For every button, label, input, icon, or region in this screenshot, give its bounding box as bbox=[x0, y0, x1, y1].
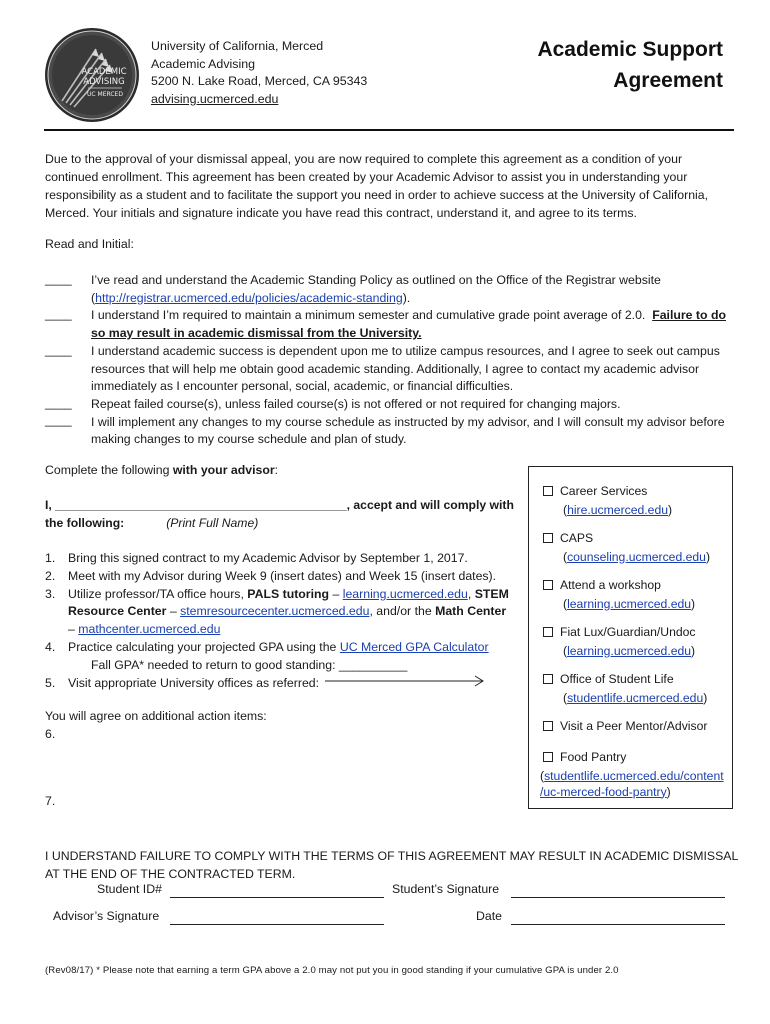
step3-text-e: , and/or the bbox=[369, 604, 436, 619]
date-field[interactable] bbox=[511, 924, 725, 925]
accept-line[interactable]: I, ___________________________________________, accept and will comply with the following: bbox=[45, 498, 518, 530]
stem-center-link[interactable]: stemresourcecenter.ucmerced.edu bbox=[180, 604, 370, 619]
math-center-link[interactable]: mathcenter.ucmerced.edu bbox=[78, 622, 221, 637]
failure-notice: I UNDERSTAND FAILURE TO COMPLY WITH THE TERMS OF THIS AGREEMENT MAY RESULT IN ACADEMIC DISMISSAL AT THE END OF THE CONTRACTED TERM. bbox=[45, 849, 738, 881]
steps-list bbox=[45, 550, 525, 692]
referral-options-box bbox=[528, 466, 733, 809]
academic-advising-logo bbox=[44, 27, 140, 123]
checkbox[interactable] bbox=[543, 674, 553, 684]
title-line-2: Agreement bbox=[613, 69, 723, 92]
step-3-cont bbox=[45, 621, 525, 639]
initial-item-5: I will implement any changes to my course schedule as instructed by my advisor, and I will consult my advisor before making changes to my course schedule and plan of study. bbox=[91, 414, 725, 447]
logo-line2: ADVISING bbox=[83, 77, 125, 87]
additional-items-heading: You will agree on additional action items: bbox=[45, 709, 267, 723]
street-address: 5200 N. Lake Road, Merced, CA 95343 bbox=[151, 74, 368, 88]
food-pantry-link-2[interactable]: /uc-merced-food-pantry bbox=[540, 784, 667, 799]
initial-blank-5[interactable]: ____ bbox=[45, 413, 72, 427]
date-label: Date bbox=[476, 909, 502, 923]
option-label: CAPS bbox=[560, 531, 594, 545]
initial-blank-2[interactable]: ____ bbox=[45, 307, 72, 321]
option-label: Office of Student Life bbox=[560, 672, 674, 686]
initial-item-3: I understand academic success is dependent upon me to utilize campus resources, and I agree to seek out campus resources that will help me obtain good academic standing. Additionally, I agree to contact my academic advisor immediately as I encounter personal, social, academic, or financial difficulties. bbox=[91, 343, 720, 394]
step-text: Visit appropriate University offices as referred: bbox=[68, 675, 320, 690]
option-student-life[interactable]: Office of Student Life (studentlife.ucmerced.edu) bbox=[543, 670, 707, 707]
initial-items-list bbox=[91, 272, 731, 449]
complete-prefix: Complete the following bbox=[45, 463, 173, 477]
pals-tutoring-label: PALS tutoring bbox=[247, 586, 330, 601]
step4-text: Practice calculating your projected GPA using the bbox=[68, 639, 340, 654]
print-name-hint: (Print Full Name) bbox=[166, 515, 259, 530]
food-pantry-link-1[interactable]: studentlife.ucmerced.edu/content bbox=[544, 768, 724, 783]
initial-item-2-warning: Failure to do so may result in academic dismissal from the University. bbox=[91, 308, 726, 341]
step-text: Meet with my Advisor during Week 9 (insert dates) and Week 15 (insert dates). bbox=[68, 568, 497, 583]
step3-dash3: – bbox=[68, 622, 79, 637]
complete-heading bbox=[45, 463, 278, 477]
option-label: Food Pantry bbox=[560, 750, 627, 764]
step-number: 3. bbox=[45, 586, 56, 601]
step3-text-a: Utilize professor/TA office hours, bbox=[68, 586, 248, 601]
accept-statement bbox=[45, 497, 525, 532]
step3-comma: , bbox=[467, 586, 475, 601]
option-label: Visit a Peer Mentor/Advisor bbox=[560, 719, 708, 733]
complete-bold: with your advisor bbox=[172, 463, 275, 477]
step-number: 2. bbox=[45, 568, 56, 583]
initial-item-1: I’ve read and understand the Academic Standing Policy as outlined on the Office of the Registrar website (http://registrar.ucmerced.edu/policies/academic-standing). bbox=[91, 273, 661, 305]
student-life-link[interactable]: studentlife.ucmerced.edu bbox=[567, 690, 704, 705]
initial-item-2 bbox=[91, 307, 731, 342]
checkbox[interactable] bbox=[543, 533, 553, 543]
student-signature-field[interactable] bbox=[511, 897, 725, 898]
checkbox[interactable] bbox=[543, 721, 553, 731]
right-arrow-icon bbox=[325, 675, 487, 693]
checkbox[interactable] bbox=[543, 752, 553, 762]
org-name: University of California, Merced bbox=[151, 39, 324, 53]
student-id-field[interactable] bbox=[170, 897, 384, 898]
initial-item-4: Repeat failed course(s), unless failed course(s) is not offered or not required for changing majors. bbox=[91, 396, 621, 411]
step3-dash2: – bbox=[166, 604, 181, 619]
step-number: 1. bbox=[45, 551, 56, 565]
fall-gpa-line[interactable]: Fall GPA* needed to return to good standing: __________ bbox=[91, 657, 408, 672]
option-label: Attend a workshop bbox=[560, 578, 661, 592]
gpa-calculator-link[interactable]: UC Merced GPA Calculator bbox=[339, 639, 489, 654]
logo-line1: ACADEMIC bbox=[81, 67, 127, 77]
page-title bbox=[537, 34, 723, 96]
fiat-lux-link[interactable]: learning.ucmerced.edu bbox=[567, 643, 692, 658]
logo-line3: UC MERCED bbox=[87, 91, 123, 98]
read-initial-heading: Read and Initial: bbox=[45, 237, 134, 251]
step3-dash: – bbox=[329, 586, 343, 601]
header-divider bbox=[44, 129, 734, 131]
option-peer-mentor[interactable] bbox=[543, 717, 707, 736]
complete-suffix: : bbox=[274, 463, 279, 477]
checkbox[interactable] bbox=[543, 486, 553, 496]
checkbox[interactable] bbox=[543, 580, 553, 590]
student-id-label: Student ID# bbox=[97, 882, 162, 896]
workshop-link[interactable]: learning.ucmerced.edu bbox=[567, 596, 692, 611]
option-workshop[interactable]: Attend a workshop (learning.ucmerced.edu) bbox=[543, 576, 695, 613]
dept-name: Academic Advising bbox=[151, 56, 255, 71]
caps-link[interactable]: counseling.ucmerced.edu bbox=[567, 549, 706, 564]
career-link[interactable]: hire.ucmerced.edu bbox=[567, 502, 669, 517]
step-4 bbox=[45, 639, 525, 657]
option-caps[interactable]: CAPS (counseling.ucmerced.edu) bbox=[543, 529, 710, 566]
step-5 bbox=[45, 675, 525, 693]
advisor-signature-field[interactable] bbox=[170, 924, 384, 925]
option-label: Fiat Lux/Guardian/Undoc bbox=[560, 625, 696, 639]
registrar-link[interactable]: http://registrar.ucmerced.edu/policies/academic-standing bbox=[95, 290, 403, 305]
math-center-label: Math Center bbox=[435, 604, 507, 619]
option-food-pantry[interactable]: Food Pantry (studentlife.ucmerced.edu/content /uc-merced-food-pantry) bbox=[540, 750, 724, 799]
learning-link[interactable]: learning.ucmerced.edu bbox=[342, 586, 468, 601]
initial-blank-1[interactable]: ____ bbox=[45, 272, 72, 286]
initial-item-2-text: I understand I’m required to maintain a minimum semester and cumulative grade point average of 2.0. bbox=[91, 308, 646, 323]
initial-item-1-text: I’ve read and understand the Academic Standing Policy as outlined on the Office of the Registrar website bbox=[91, 273, 661, 287]
checkbox[interactable] bbox=[543, 627, 553, 637]
header-address-block bbox=[151, 38, 367, 108]
step-number: 5. bbox=[45, 675, 56, 690]
step-3 bbox=[45, 586, 525, 622]
step-text bbox=[68, 586, 525, 622]
option-fiat-lux[interactable]: Fiat Lux/Guardian/Undoc (learning.ucmerced.edu) bbox=[543, 623, 696, 660]
option-label: Career Services bbox=[560, 484, 648, 498]
option-career-services[interactable]: Career Services (hire.ucmerced.edu) bbox=[543, 482, 672, 519]
additional-item-7[interactable]: 7. bbox=[45, 794, 56, 808]
initial-blank-4[interactable]: ____ bbox=[45, 396, 72, 410]
footnote: (Rev08/17) * Please note that earning a term GPA above a 2.0 may not put you in good standing if your cumulative GPA is under 2.0 bbox=[45, 965, 619, 976]
step-number: 4. bbox=[45, 639, 56, 654]
step-2 bbox=[45, 568, 525, 586]
stem-center-label: STEM Resource Center bbox=[68, 586, 509, 619]
step-1 bbox=[45, 550, 525, 568]
step-text: Bring this signed contract to my Academic Advisor by September 1, 2017. bbox=[68, 551, 468, 565]
student-signature-label: Student’s Signature bbox=[392, 882, 500, 896]
title-line-1: Academic Support bbox=[537, 38, 723, 61]
additional-item-6[interactable]: 6. bbox=[45, 726, 56, 741]
initial-blank-3[interactable]: ____ bbox=[45, 343, 72, 357]
advisor-signature-label: Advisor’s Signature bbox=[53, 909, 160, 923]
additional-items bbox=[45, 708, 267, 743]
website-link[interactable]: advising.ucmerced.edu bbox=[151, 91, 279, 106]
intro-paragraph: Due to the approval of your dismissal appeal, you are now required to complete this agreement as a condition of your continued enrollment. This agreement has been created by your Academic Advisor to assist you in understanding your responsibility as a student and to facilitate the support you need in order to achieve success at the University of California, Merced. Your initials and signature indicate you have read this contract, understand it, and agree to its terms. bbox=[45, 152, 709, 220]
